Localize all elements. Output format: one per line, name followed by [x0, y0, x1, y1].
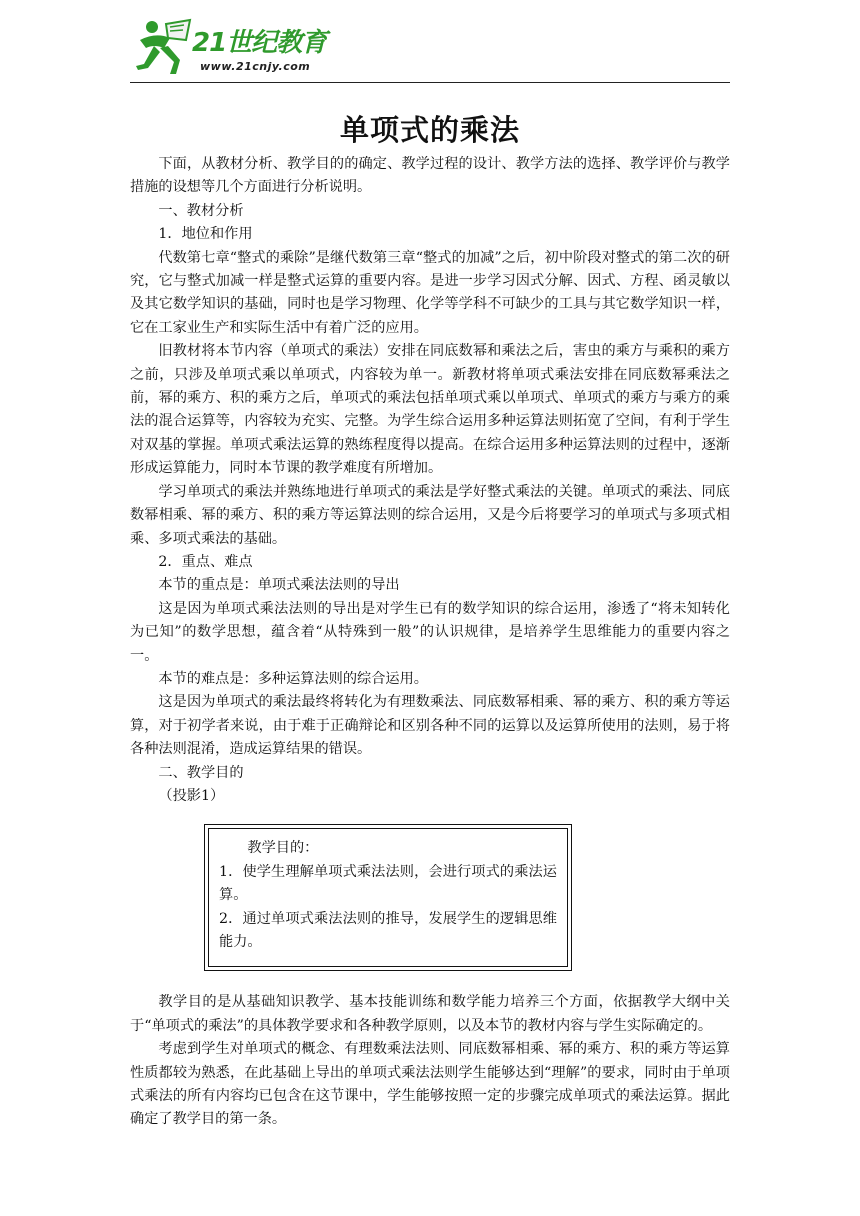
paragraph: 本节的重点是：单项式乘法法则的导出: [158, 577, 400, 594]
paragraph: 下面，从教材分析、教学目的的确定、教学过程的设计、教学方法的选择、教学评价与教学措施的设想等几个方面进行分析说明。: [130, 156, 730, 196]
subsection-heading: 1．地位和作用: [158, 226, 253, 243]
logo-text: 21世纪教育: [192, 28, 327, 58]
paragraph: 教学目的是从基础知识教学、基本技能训练和数学能力培养三个方面，依据教学大纲中关于“单项式的乘法”的具体教学要求和各种教学原则，以及本节的教材内容与学生实际确定的。: [130, 994, 730, 1034]
runner-logo-icon: [130, 18, 194, 78]
objective-item: 2．通过单项式乘法法则的推导，发展学生的逻辑思维能力。: [219, 910, 557, 950]
objectives-box-inner: [208, 828, 568, 967]
paragraph: 考虑到学生对单项式的概念、有理数乘法法则、同底数幂相乘、幂的乘方、积的乘方等运算性质都较为熟悉，在此基础上导出的单项式乘法法则学生能够达到“理解”的要求，同时由于单项式乘法的所有内容均已包含在这节课中，学生能够按照一定的步骤完成单项式的乘法运算。据此确定了教学目的第一条。: [130, 1041, 730, 1128]
section-heading: 二、教学目的: [158, 764, 244, 781]
paragraph: 学习单项式的乘法并熟练地进行单项式的乘法是学好整式乘法的关键。单项式的乘法、同底数幂相乘、幂的乘方、积的乘方等运算法则的综合运用，又是今后将要学习的单项式与多项式相乘、多项式乘法的基础。: [130, 483, 730, 547]
projection-label: （投影1）: [158, 787, 225, 804]
paragraph: 代数第七章“整式的乘除”是继代数第三章“整式的加减”之后，初中阶段对整式的第二次的研究，它与整式加减一样是整式运算的重要内容。是进一步学习因式分解、因式、方程、函灵敏以及其它数学知识的基础，同时也是学习物理、化学等学科不可缺少的工具与其它数学知识一样，它在工家业生产和实际生活中有着广泛的应用。: [130, 249, 730, 336]
objective-item: 1．使学生理解单项式乘法法则，会进行项式的乘法运算。: [219, 863, 557, 904]
header-divider: [130, 82, 730, 83]
section-heading: 一、教材分析: [158, 202, 244, 219]
document-title: 单项式的乘法: [339, 113, 520, 147]
paragraph: 旧教材将本节内容（单项式的乘法）安排在同底数幂和乘法之后，害虫的乘方与乘积的乘方之前，只涉及单项式乘以单项式，内容较为单一。新教材将单项式乘法安排在同底数幂乘法之前，幂的乘方、积的乘方之后，单项式的乘法包括单项式乘以单项式、单项式的乘方与乘方的乘法的混合运算等，内容较为充实、完整。为学生综合运用多种运算法则拓宽了空间，有利于学生对双基的掌握。单项式乘法运算的熟练程度得以提高。在综合运用多种运算法则的过程中，逐渐形成运算能力，同时本节课的教学难度有所增加。: [130, 343, 730, 477]
objectives-box: [204, 824, 572, 971]
page-header: [130, 18, 730, 84]
subsection-heading: 2．重点、难点: [158, 553, 253, 570]
logo-url: www.21cnjy.com: [200, 60, 311, 73]
document-body: [130, 153, 730, 1132]
paragraph: 这是因为单项式乘法法则的导出是对学生已有的数学知识的综合运用，渗透了“将未知转化为已知”的数学思想，蕴含着“从特殊到一般”的认识规律，是培养学生思维能力的重要内容之一。: [130, 600, 730, 664]
paragraph: 本节的难点是：多种运算法则的综合运用。: [158, 670, 428, 687]
paragraph: 这是因为单项式的乘法最终将转化为有理数乘法、同底数幂相乘、幂的乘方、积的乘方等运算，对于初学者来说，由于难于正确辩论和区别各种不同的运算以及运算所使用的法则，易于将各种法则混淆，造成运算结果的错误。: [130, 694, 730, 758]
objectives-heading: 教学目的：: [247, 840, 319, 857]
